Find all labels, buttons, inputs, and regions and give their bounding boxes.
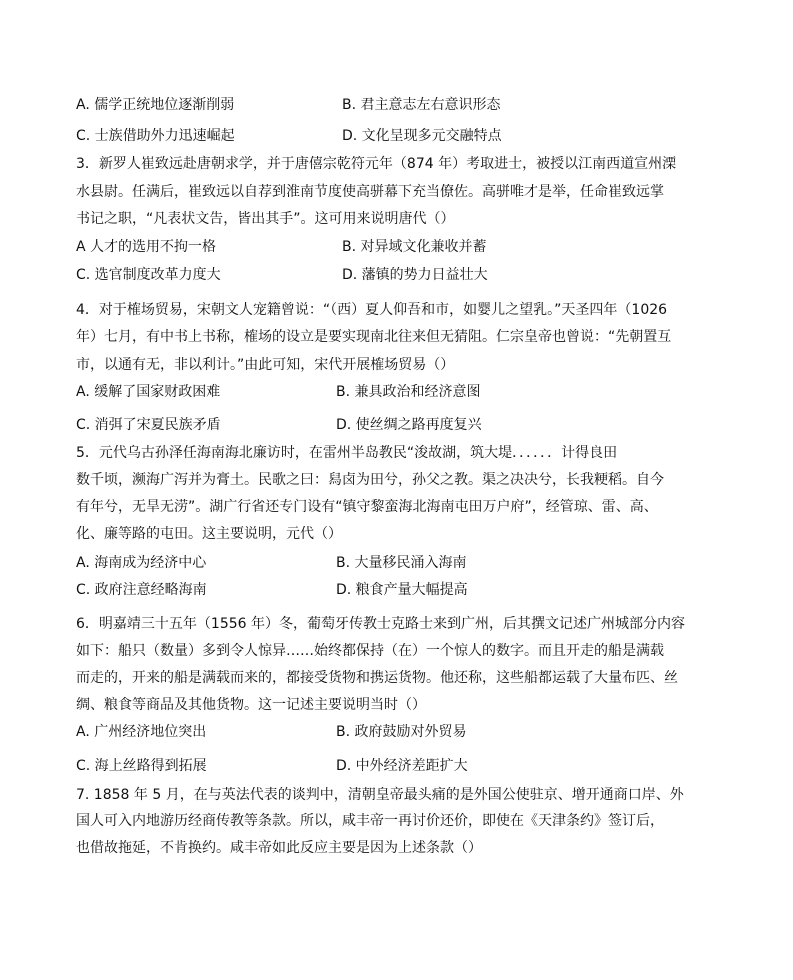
q5-stem-line-2: 数千顷，濒海广泻并为膏土。民歌之曰：舄卤为田兮，孙父之教。渠之决决兮，长我粳稻。自今 xyxy=(76,472,664,488)
q4-option-b: B. 兼具政治和经济意图 xyxy=(336,384,481,400)
q2-option-a: A. 儒学正统地位逐渐削弱 xyxy=(76,97,235,113)
q6-stem-line-1: 6．明嘉靖三十五年（1556 年）冬，葡萄牙传教士克路士来到广州，后其撰文记述广州城部分内容 xyxy=(76,616,685,632)
q4-stem-line-2: 年）七月，有中书上书称，榷场的设立是要实现南北往来但无猜阻。仁宗皇帝也曾说：“先朝置互 xyxy=(76,329,672,345)
q3-option-c: C. 选官制度改革力度大 xyxy=(76,267,221,283)
q3-option-b: B. 对异域文化兼收并蓄 xyxy=(342,239,487,255)
q7-stem-line-3: 也借故拖延，不肯换约。咸丰帝如此反应主要是因为上述条款（） xyxy=(76,840,482,856)
q3-option-d: D. 藩镇的势力日益壮大 xyxy=(342,267,488,283)
q6-option-b: B. 政府鼓励对外贸易 xyxy=(336,724,467,740)
q5-option-d: D. 粮食产量大幅提高 xyxy=(336,582,468,598)
q2-option-c: C. 士族借助外力迅速崛起 xyxy=(76,128,235,144)
q4-stem-line-3: 市，以通有无，非以利计。”由此可知，宋代开展榷场贸易（） xyxy=(76,357,455,373)
q4-option-d: D. 使丝绸之路再度复兴 xyxy=(336,417,482,433)
q7-stem-line-2: 国人可入内地游历经商传教等条款。所以，咸丰帝一再讨价还价，即使在《天津条约》签订后， xyxy=(76,813,664,829)
q5-stem-line-4: 化、廉等路的屯田。这主要说明，元代（） xyxy=(76,526,342,542)
q6-stem-line-4: 绸、粮食等商品及其他货物。这一记述主要说明当时（） xyxy=(76,697,426,713)
q4-option-a: A. 缓解了国家财政困难 xyxy=(76,384,221,400)
q5-option-c: C. 政府注意经略海南 xyxy=(76,582,207,598)
q6-option-c: C. 海上丝路得到拓展 xyxy=(76,758,207,774)
q7-stem-line-1: 7. 1858 年 5 月，在与英法代表的谈判中，清朝皇帝最头痛的是外国公使驻京、增开通商口岸、外 xyxy=(76,787,684,803)
q2-option-d: D. 文化呈现多元交融特点 xyxy=(342,128,502,144)
q6-option-d: D. 中外经济差距扩大 xyxy=(336,758,468,774)
q3-stem-line-2: 水县尉。任满后，崔致远以自荐到淮南节度使高骈幕下充当僚佐。高骈唯才是举，任命崔致远掌 xyxy=(76,184,664,200)
q6-stem-line-2: 如下：船只（数量）多到令人惊异……始终都保持（在）一个惊人的数字。而且开走的船是满载 xyxy=(76,643,664,659)
q4-stem-line-1: 4．对于榷场贸易，宋朝文人宠籍曾说：“（西）夏人仰吾和市，如婴儿之望乳。”天圣四年（1026 xyxy=(76,302,668,318)
q5-option-a: A. 海南成为经济中心 xyxy=(76,555,207,571)
q5-stem-line-1: 5．元代乌古孙泽任海南海北廉访时，在雷州半岛教民“浚故湖，筑大堤．．．．．．计得良田 xyxy=(76,445,618,461)
q3-stem-line-3: 书记之职，“凡表状文告，皆出其手”。这可用来说明唐代（） xyxy=(76,211,455,227)
q4-option-c: C. 消弭了宋夏民族矛盾 xyxy=(76,417,221,433)
q5-stem-line-3: 有年兮，无旱无涝”。湖广行省还专门设有“镇守黎蛮海北海南屯田万户府”，经管琼、雷、高、 xyxy=(76,499,658,515)
q3-option-a: A 人才的选用不拘一格 xyxy=(76,239,217,255)
q6-stem-line-3: 而走的，开来的船是满载而来的，都接受货物和携运货物。他还称，这些船都运载了大量布匹、丝 xyxy=(76,670,678,686)
q6-option-a: A. 广州经济地位突出 xyxy=(76,724,207,740)
q3-stem-line-1: 3．新罗人崔致远赴唐朝求学，并于唐僖宗乾符元年（874 年）考取进士，被授以江南西道宣州溧 xyxy=(76,156,677,172)
q5-option-b: B. 大量移民涌入海南 xyxy=(336,555,467,571)
q2-option-b: B. 君主意志左右意识形态 xyxy=(342,97,501,113)
